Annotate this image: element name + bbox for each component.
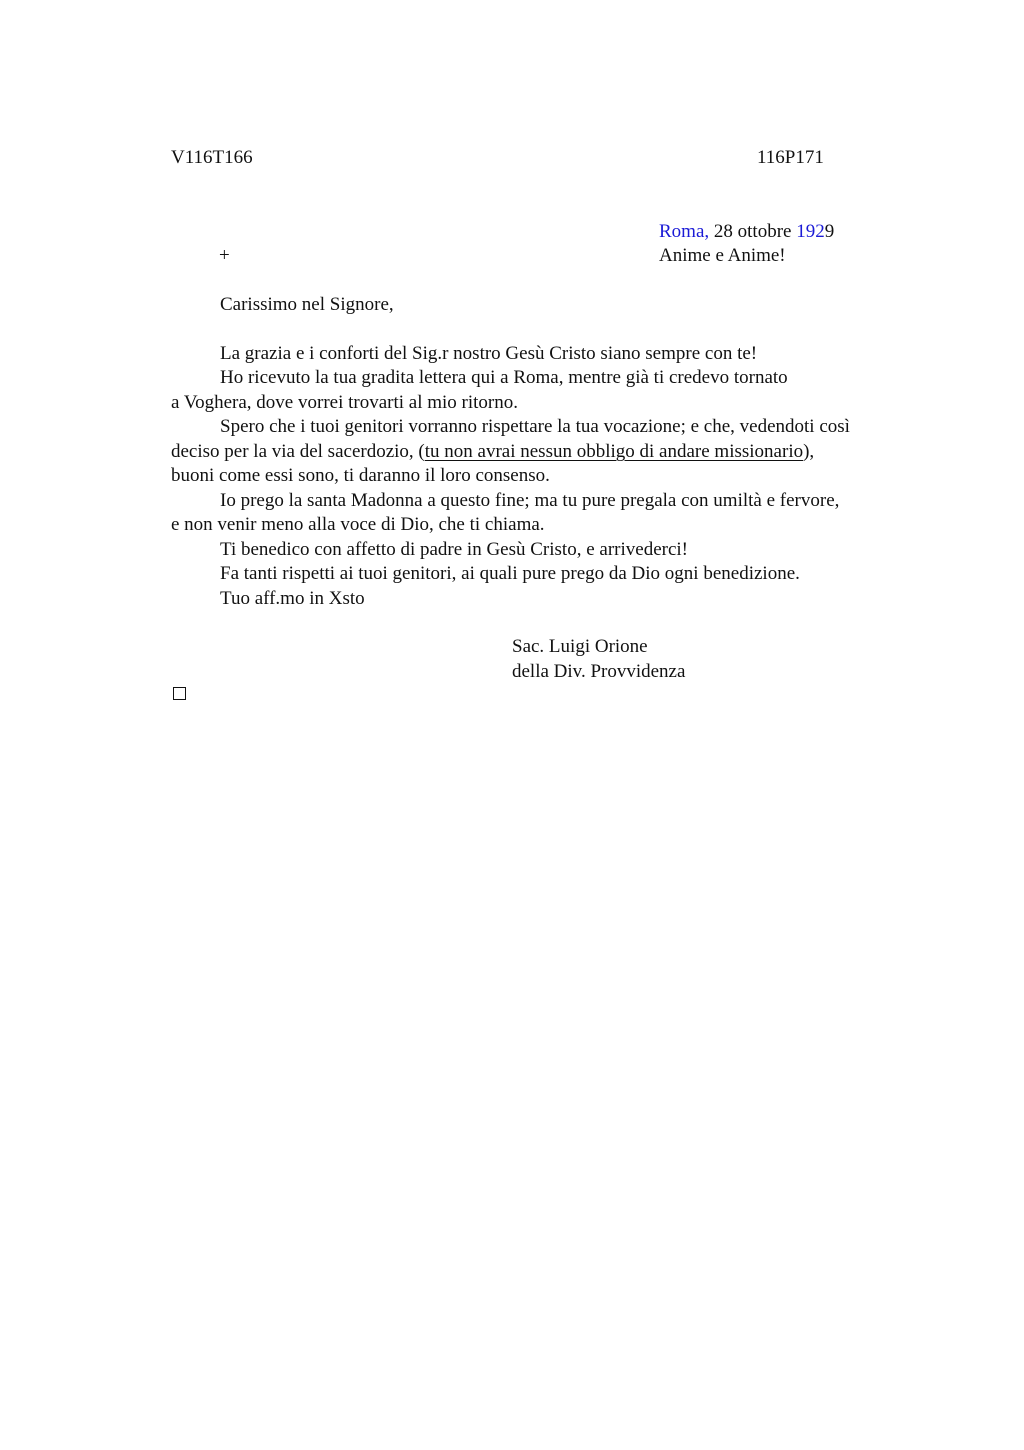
letter-line: Spero che i tuoi genitori vorranno rispettare la tua vocazione; e che, vedendoti così	[220, 416, 850, 437]
underlined-remark: tu non avrai nessun obbligo di andare missionario	[424, 441, 804, 462]
letter-line: Fa tanti rispetti ai tuoi genitori, ai quali pure prego da Dio ogni benedizione.	[220, 563, 800, 584]
salutation: Carissimo nel Signore,	[220, 294, 394, 315]
dateline-place: Roma,	[659, 221, 710, 242]
letter-line: Io prego la santa Madonna a questo fine; ma tu pure pregala con umiltà e fervore,	[220, 490, 840, 511]
cross-mark: +	[219, 245, 230, 266]
signature-name: Sac. Luigi Orione	[512, 636, 648, 657]
signature-title: della Div. Provvidenza	[512, 661, 686, 682]
header-left-code: V116T166	[171, 147, 253, 168]
letter-line: Ho ricevuto la tua gradita lettera qui a Roma, mentre già ti credevo tornato	[220, 367, 788, 388]
closing: Tuo aff.mo in Xsto	[220, 588, 365, 609]
letter-line	[171, 440, 814, 464]
dateline-year-end: 9	[824, 221, 835, 242]
motto: Anime e Anime!	[659, 245, 786, 266]
letter-line: buoni come essi sono, ti daranno il loro consenso.	[171, 465, 550, 486]
header-right-code: 116P171	[757, 147, 824, 168]
dateline-year-blue: 192	[796, 221, 825, 242]
dateline-date: 28 ottobre	[709, 221, 797, 242]
letter-line-end: ),	[803, 441, 815, 462]
letter-line: Ti benedico con affetto di padre in Gesù Cristo, e arrivederci!	[220, 539, 688, 560]
empty-square-mark	[173, 687, 186, 700]
letter-line: a Voghera, dove vorrei trovarti al mio ritorno.	[171, 392, 519, 413]
letter-line: e non venir meno alla voce di Dio, che ti chiama.	[171, 514, 545, 535]
letter-line: La grazia e i conforti del Sig.r nostro Gesù Cristo siano sempre con te!	[220, 343, 758, 364]
letter-line-start: deciso per la via del sacerdozio, (	[171, 441, 425, 462]
dateline	[659, 220, 834, 244]
